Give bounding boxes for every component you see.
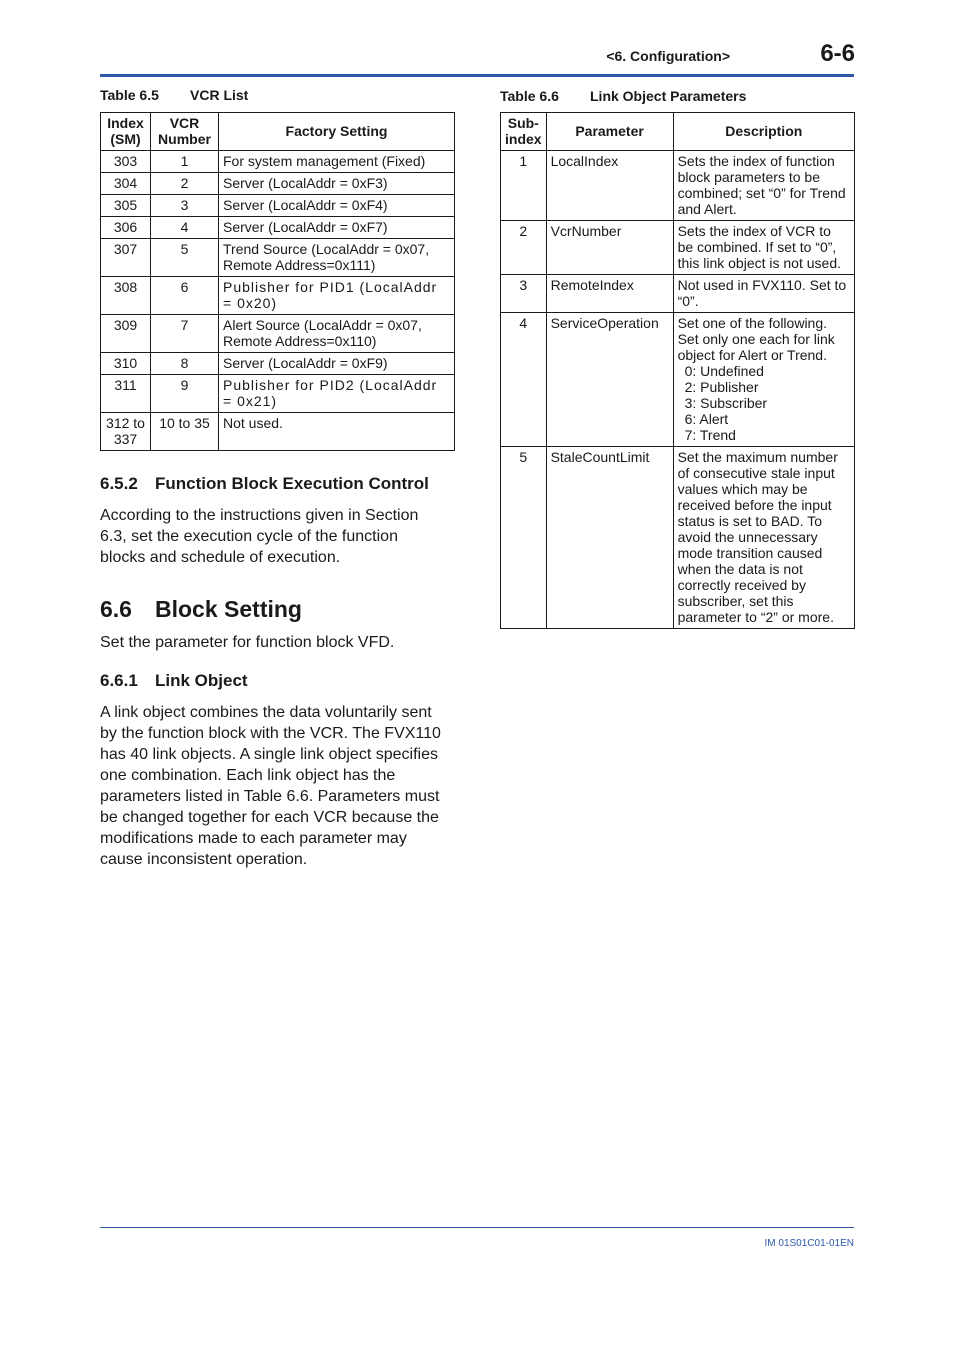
table-row <box>101 151 455 173</box>
table-header-row <box>501 113 855 151</box>
section-number: 6.6 <box>100 596 132 622</box>
cell-parameter: RemoteIndex <box>546 275 673 313</box>
column-header-index: Index (SM) <box>101 113 151 151</box>
table-6-6-caption <box>500 88 746 104</box>
cell-index: 304 <box>101 173 151 195</box>
cell-vcr-number: 3 <box>151 195 219 217</box>
cell-index: 312 to 337 <box>101 413 151 451</box>
cell-factory-setting: Server (LocalAddr = 0xF3) <box>219 173 455 195</box>
column-header-factory-setting: Factory Setting <box>219 113 455 151</box>
column-header-vcr-number: VCR Number <box>151 113 219 151</box>
cell-vcr-number: 5 <box>151 239 219 277</box>
cell-factory-setting: Publisher for PID1 (LocalAddr = 0x20) <box>219 277 455 315</box>
table-row <box>501 447 855 629</box>
table-row <box>101 239 455 277</box>
table-header-row <box>101 113 455 151</box>
table-row <box>501 221 855 275</box>
cell-index: 306 <box>101 217 151 239</box>
cell-description <box>673 313 854 447</box>
table-row <box>501 313 855 447</box>
option-trend: 7: Trend <box>684 427 736 443</box>
table-row <box>101 413 455 451</box>
document-code: IM 01S01C01-01EN <box>764 1238 854 1249</box>
section-number: 6.5.2 <box>100 474 138 493</box>
column-header-description: Description <box>673 113 854 151</box>
table-row <box>101 195 455 217</box>
cell-description: Not used in FVX110. Set to “0”. <box>673 275 854 313</box>
option-publisher: 2: Publisher <box>684 379 759 395</box>
cell-index: 309 <box>101 315 151 353</box>
table-row <box>101 375 455 413</box>
option-subscriber: 3: Subscriber <box>684 395 768 411</box>
cell-vcr-number: 1 <box>151 151 219 173</box>
table-row <box>501 275 855 313</box>
table-row <box>101 277 455 315</box>
cell-vcr-number: 9 <box>151 375 219 413</box>
section-title: Function Block Execution Control <box>155 474 429 493</box>
description-text: Set one of the following. Set only one each for link object for Alert or Trend. <box>677 315 835 363</box>
section-6-6-heading <box>100 596 302 623</box>
cell-description: Sets the index of VCR to be combined. If set to “0”, this link object is not used. <box>673 221 854 275</box>
table-6-5-caption-title: VCR List <box>190 87 249 103</box>
cell-index: 308 <box>101 277 151 315</box>
cell-factory-setting: Server (LocalAddr = 0xF7) <box>219 217 455 239</box>
running-header-section: <6. Configuration> <box>606 48 730 64</box>
cell-parameter: StaleCountLimit <box>546 447 673 629</box>
table-6-6-caption-number: Table 6.6 <box>500 88 559 104</box>
cell-index: 303 <box>101 151 151 173</box>
option-undefined: 0: Undefined <box>684 363 764 379</box>
section-6-6-body: Set the parameter for function block VFD. <box>100 634 395 651</box>
cell-sub-index: 4 <box>501 313 547 447</box>
cell-sub-index: 2 <box>501 221 547 275</box>
cell-index: 310 <box>101 353 151 375</box>
vcr-list-table <box>100 112 455 451</box>
table-row <box>101 173 455 195</box>
cell-index: 311 <box>101 375 151 413</box>
footer-rule <box>100 1227 854 1228</box>
cell-vcr-number: 4 <box>151 217 219 239</box>
cell-parameter: LocalIndex <box>546 151 673 221</box>
cell-vcr-number: 6 <box>151 277 219 315</box>
cell-factory-setting: Server (LocalAddr = 0xF4) <box>219 195 455 217</box>
section-6-5-2-heading <box>100 474 429 494</box>
table-row <box>101 217 455 239</box>
table-6-5-caption-number: Table 6.5 <box>100 87 159 103</box>
cell-index: 305 <box>101 195 151 217</box>
table-6-6-caption-title: Link Object Parameters <box>590 88 747 104</box>
cell-index: 307 <box>101 239 151 277</box>
cell-factory-setting: Publisher for PID2 (LocalAddr = 0x21) <box>219 375 455 413</box>
link-object-parameters-table <box>500 112 855 629</box>
header-rule <box>100 74 854 77</box>
cell-vcr-number: 8 <box>151 353 219 375</box>
section-title: Block Setting <box>155 596 302 622</box>
option-alert: 6: Alert <box>684 411 729 427</box>
cell-factory-setting: For system management (Fixed) <box>219 151 455 173</box>
cell-vcr-number: 7 <box>151 315 219 353</box>
cell-sub-index: 5 <box>501 447 547 629</box>
section-6-6-1-heading <box>100 671 248 691</box>
column-header-parameter: Parameter <box>546 113 673 151</box>
cell-factory-setting: Not used. <box>219 413 455 451</box>
section-6-5-2-body: According to the instructions given in Section 6.3, set the execution cycle of the function blocks and schedule of execution. <box>100 507 419 566</box>
cell-factory-setting: Trend Source (LocalAddr = 0x07, Remote Address=0x111) <box>219 239 455 277</box>
table-row <box>101 353 455 375</box>
section-6-6-1-body: A link object combines the data voluntarily sent by the function block with the VCR. The FVX110 has 40 link objects. A single link object specifies one combination. Each link object has the parameters listed in Table 6.6. Parameters must be changed together for each VCR because the modifications made to each parameter may cause inconsistent operation. <box>100 704 441 868</box>
cell-factory-setting: Server (LocalAddr = 0xF9) <box>219 353 455 375</box>
table-6-5-caption <box>100 87 248 103</box>
cell-vcr-number: 10 to 35 <box>151 413 219 451</box>
cell-parameter: ServiceOperation <box>546 313 673 447</box>
cell-sub-index: 1 <box>501 151 547 221</box>
cell-description: Sets the index of function block parameters to be combined; set “0” for Trend and Alert. <box>673 151 854 221</box>
page-number: 6-6 <box>820 40 855 67</box>
column-header-sub-index: Sub- index <box>501 113 547 151</box>
cell-parameter: VcrNumber <box>546 221 673 275</box>
cell-vcr-number: 2 <box>151 173 219 195</box>
cell-sub-index: 3 <box>501 275 547 313</box>
section-number: 6.6.1 <box>100 671 138 690</box>
cell-description: Set the maximum number of consecutive stale input values which may be received before the input status is set to BAD. To avoid the unnecessary mode transition caused when the data is not correctly received by subscriber, set this parameter to “2” or more. <box>673 447 854 629</box>
table-row <box>501 151 855 221</box>
table-row <box>101 315 455 353</box>
section-title: Link Object <box>155 671 248 690</box>
cell-factory-setting: Alert Source (LocalAddr = 0x07, Remote Address=0x110) <box>219 315 455 353</box>
